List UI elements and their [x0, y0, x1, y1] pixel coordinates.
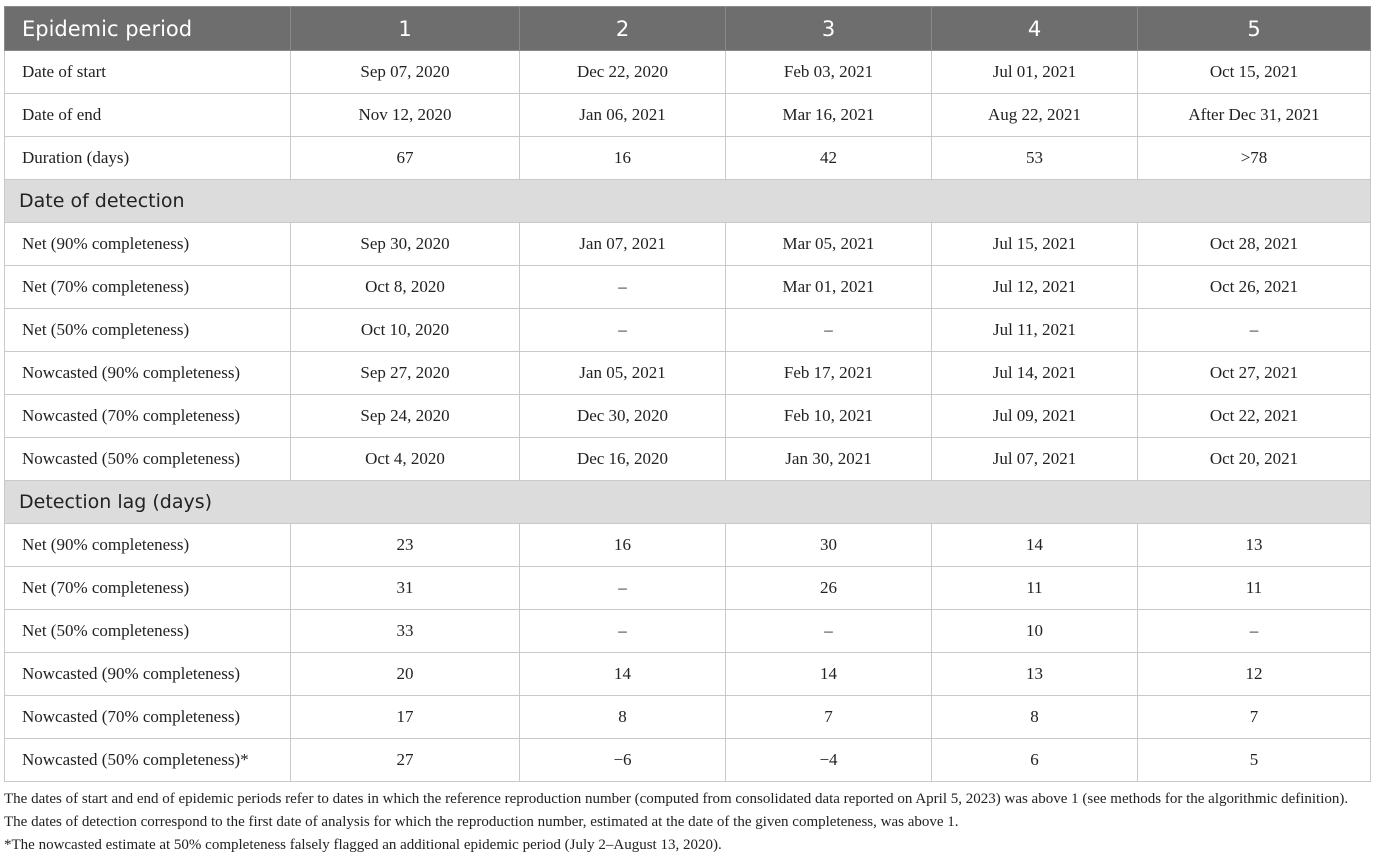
table-row — [5, 352, 1371, 395]
epidemic-periods-table — [4, 6, 1371, 782]
cell-period-5: Oct 28, 2021 — [1138, 223, 1371, 266]
row-label: Nowcasted (70% completeness) — [5, 696, 291, 739]
cell-period-5: 5 — [1138, 739, 1371, 782]
cell-period-3: Jan 30, 2021 — [726, 438, 932, 481]
cell-period-3: Feb 17, 2021 — [726, 352, 932, 395]
row-label: Nowcasted (90% completeness) — [5, 653, 291, 696]
cell-period-5: Oct 26, 2021 — [1138, 266, 1371, 309]
cell-period-3: −4 — [726, 739, 932, 782]
cell-period-2: 14 — [520, 653, 726, 696]
cell-period-1: Oct 4, 2020 — [291, 438, 520, 481]
section-title: Date of detection — [5, 180, 1371, 223]
cell-period-1: Sep 24, 2020 — [291, 395, 520, 438]
table-row — [5, 696, 1371, 739]
cell-period-5: 12 — [1138, 653, 1371, 696]
cell-period-4: 53 — [932, 137, 1138, 180]
cell-period-1: Oct 10, 2020 — [291, 309, 520, 352]
cell-period-2: – — [520, 309, 726, 352]
cell-period-3: 26 — [726, 567, 932, 610]
cell-period-2: – — [520, 610, 726, 653]
table-row — [5, 739, 1371, 782]
header-row — [5, 7, 1371, 51]
cell-period-2: −6 — [520, 739, 726, 782]
table-row — [5, 309, 1371, 352]
table-row — [5, 438, 1371, 481]
cell-period-5: Oct 15, 2021 — [1138, 51, 1371, 94]
header-period-4: 4 — [932, 7, 1138, 51]
cell-period-1: 17 — [291, 696, 520, 739]
cell-period-2: 16 — [520, 524, 726, 567]
cell-period-1: 27 — [291, 739, 520, 782]
cell-period-5: – — [1138, 610, 1371, 653]
table-row — [5, 137, 1371, 180]
table-container — [4, 6, 1370, 782]
row-label: Net (90% completeness) — [5, 524, 291, 567]
cell-period-1: Nov 12, 2020 — [291, 94, 520, 137]
table-row — [5, 266, 1371, 309]
cell-period-3: Mar 16, 2021 — [726, 94, 932, 137]
cell-period-4: 6 — [932, 739, 1138, 782]
row-label: Net (90% completeness) — [5, 223, 291, 266]
cell-period-3: – — [726, 610, 932, 653]
cell-period-3: Feb 10, 2021 — [726, 395, 932, 438]
cell-period-4: Jul 07, 2021 — [932, 438, 1138, 481]
cell-period-4: Jul 01, 2021 — [932, 51, 1138, 94]
table-row — [5, 94, 1371, 137]
row-label: Nowcasted (50% completeness)* — [5, 739, 291, 782]
cell-period-5: 11 — [1138, 567, 1371, 610]
cell-period-2: 16 — [520, 137, 726, 180]
table-row — [5, 610, 1371, 653]
cell-period-3: Feb 03, 2021 — [726, 51, 932, 94]
header-period-2: 2 — [520, 7, 726, 51]
row-label: Net (50% completeness) — [5, 309, 291, 352]
cell-period-2: Jan 05, 2021 — [520, 352, 726, 395]
cell-period-1: 67 — [291, 137, 520, 180]
cell-period-3: 30 — [726, 524, 932, 567]
cell-period-5: 7 — [1138, 696, 1371, 739]
row-label: Net (70% completeness) — [5, 567, 291, 610]
cell-period-5: >78 — [1138, 137, 1371, 180]
cell-period-5: – — [1138, 309, 1371, 352]
row-label: Net (50% completeness) — [5, 610, 291, 653]
cell-period-2: Jan 07, 2021 — [520, 223, 726, 266]
cell-period-4: Jul 11, 2021 — [932, 309, 1138, 352]
cell-period-3: 7 — [726, 696, 932, 739]
row-label: Nowcasted (70% completeness) — [5, 395, 291, 438]
header-label: Epidemic period — [5, 7, 291, 51]
header-period-5: 5 — [1138, 7, 1371, 51]
cell-period-4: Jul 15, 2021 — [932, 223, 1138, 266]
row-label: Nowcasted (90% completeness) — [5, 352, 291, 395]
cell-period-4: 11 — [932, 567, 1138, 610]
table-row — [5, 51, 1371, 94]
cell-period-2: – — [520, 266, 726, 309]
table-row — [5, 653, 1371, 696]
section-title: Detection lag (days) — [5, 481, 1371, 524]
cell-period-5: Oct 22, 2021 — [1138, 395, 1371, 438]
cell-period-5: Oct 20, 2021 — [1138, 438, 1371, 481]
cell-period-3: – — [726, 309, 932, 352]
row-label: Date of end — [5, 94, 291, 137]
table-row — [5, 223, 1371, 266]
cell-period-4: 14 — [932, 524, 1138, 567]
cell-period-1: Sep 07, 2020 — [291, 51, 520, 94]
cell-period-2: Jan 06, 2021 — [520, 94, 726, 137]
table-row — [5, 567, 1371, 610]
cell-period-4: 13 — [932, 653, 1138, 696]
cell-period-5: 13 — [1138, 524, 1371, 567]
cell-period-5: Oct 27, 2021 — [1138, 352, 1371, 395]
section-row — [5, 180, 1371, 223]
table-row — [5, 524, 1371, 567]
row-label: Nowcasted (50% completeness) — [5, 438, 291, 481]
footnote-asterisk: *The nowcasted estimate at 50% completeness falsely flagged an additional epidemic period (July 2–August 13, 2020). — [4, 837, 722, 853]
cell-period-1: Oct 8, 2020 — [291, 266, 520, 309]
cell-period-1: 31 — [291, 567, 520, 610]
cell-period-1: 23 — [291, 524, 520, 567]
cell-period-3: Mar 05, 2021 — [726, 223, 932, 266]
cell-period-2: Dec 30, 2020 — [520, 395, 726, 438]
cell-period-4: Jul 14, 2021 — [932, 352, 1138, 395]
row-label: Net (70% completeness) — [5, 266, 291, 309]
cell-period-1: 20 — [291, 653, 520, 696]
cell-period-2: 8 — [520, 696, 726, 739]
cell-period-1: 33 — [291, 610, 520, 653]
row-label: Duration (days) — [5, 137, 291, 180]
cell-period-4: Jul 12, 2021 — [932, 266, 1138, 309]
cell-period-2: Dec 22, 2020 — [520, 51, 726, 94]
cell-period-2: Dec 16, 2020 — [520, 438, 726, 481]
footnote-main: The dates of start and end of epidemic periods refer to dates in which the reference reproduction number (computed from consolidated data reported on April 5, 2023) was above 1 (see methods for the algorithmic definition). The dates of detection correspond to the first date of analysis for which the reproduction number, estimated at the date of the given completeness, was above 1. — [4, 791, 1349, 830]
cell-period-4: 10 — [932, 610, 1138, 653]
cell-period-1: Sep 30, 2020 — [291, 223, 520, 266]
row-label: Date of start — [5, 51, 291, 94]
cell-period-3: Mar 01, 2021 — [726, 266, 932, 309]
table-footnotes — [4, 788, 1370, 857]
section-row — [5, 481, 1371, 524]
table-row — [5, 395, 1371, 438]
cell-period-3: 42 — [726, 137, 932, 180]
cell-period-4: Aug 22, 2021 — [932, 94, 1138, 137]
cell-period-5: After Dec 31, 2021 — [1138, 94, 1371, 137]
cell-period-1: Sep 27, 2020 — [291, 352, 520, 395]
cell-period-3: 14 — [726, 653, 932, 696]
header-period-1: 1 — [291, 7, 520, 51]
cell-period-4: 8 — [932, 696, 1138, 739]
cell-period-2: – — [520, 567, 726, 610]
header-period-3: 3 — [726, 7, 932, 51]
cell-period-4: Jul 09, 2021 — [932, 395, 1138, 438]
